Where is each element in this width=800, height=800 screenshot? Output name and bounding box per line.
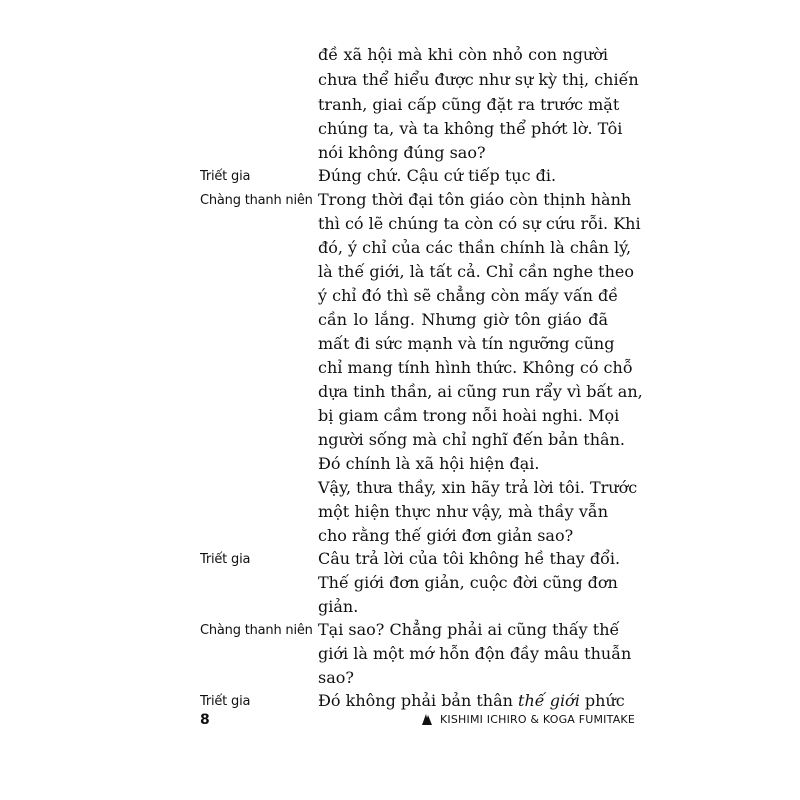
text-line: là thế giới, là tất cả. Chỉ cần nghe theo	[318, 262, 634, 281]
text-line: một hiện thực như vậy, mà thầy vẫn	[318, 502, 608, 521]
text-line: chưa thể hiểu được như sự kỳ thị, chiến	[318, 70, 639, 89]
text-line: giản.	[318, 597, 359, 616]
speaker-philosopher: Triết gia	[200, 694, 251, 709]
text-line: Thế giới đơn giản, cuộc đời cũng đơn	[318, 573, 618, 592]
text-line: Tại sao? Chẳng phải ai cũng thấy thế	[318, 620, 620, 639]
text-line: chúng ta, và ta không thể phớt lờ. Tôi	[318, 119, 623, 138]
text-line: Đó chính là xã hội hiện đại.	[318, 454, 540, 473]
running-footer	[420, 712, 635, 726]
text-line: thì có lẽ chúng ta còn có sự cứu rỗi. Khi	[318, 214, 641, 233]
text-line: bị giam cầm trong nỗi hoài nghi. Mọi	[318, 406, 620, 425]
speaker-philosopher: Triết gia	[200, 552, 251, 567]
text-line: cần lo lắng. Nhưng giờ tôn giáo đã	[318, 310, 608, 329]
text-line: dựa tinh thần, ai cũng run rẩy vì bất an,	[318, 382, 643, 401]
author-names: KISHIMI ICHIRO & KOGA FUMITAKE	[440, 712, 635, 726]
text-line: chỉ mang tính hình thức. Không có chỗ	[318, 358, 633, 377]
text-segment: phức	[579, 691, 625, 710]
publisher-logo-icon	[420, 712, 434, 726]
text-line: nói không đúng sao?	[318, 143, 486, 162]
text-line: Câu trả lời của tôi không hề thay đổi.	[318, 549, 621, 568]
text-line: đề xã hội mà khi còn nhỏ con người	[318, 45, 608, 64]
italic-term: thế giới	[518, 691, 580, 710]
text-line: sao?	[318, 668, 354, 687]
text-line: đó, ý chỉ của các thần chính là chân lý,	[318, 238, 632, 257]
text-line: tranh, giai cấp cũng đặt ra trước mặt	[318, 95, 620, 114]
text-line: cho rằng thế giới đơn giản sao?	[318, 526, 574, 545]
text-segment: Đó không phải bản thân	[318, 691, 519, 710]
speaker-philosopher: Triết gia	[200, 169, 251, 184]
text-line: giới là một mớ hỗn độn đầy mâu thuẫn	[318, 644, 632, 663]
text-line: Trong thời đại tôn giáo còn thịnh hành	[318, 190, 632, 209]
page-number: 8	[200, 712, 210, 728]
text-line: Vậy, thưa thầy, xin hãy trả lời tôi. Trước	[318, 478, 638, 497]
text-line: người sống mà chỉ nghĩ đến bản thân.	[318, 430, 625, 449]
speaker-youth: Chàng thanh niên	[200, 623, 313, 638]
speaker-youth: Chàng thanh niên	[200, 193, 313, 208]
text-line: ý chỉ đó thì sẽ chẳng còn mấy vấn đề	[318, 286, 619, 305]
text-line: mất đi sức mạnh và tín ngưỡng cũng	[318, 334, 615, 353]
text-line-with-italic	[318, 691, 625, 711]
text-line: Đúng chứ. Cậu cứ tiếp tục đi.	[318, 166, 557, 185]
